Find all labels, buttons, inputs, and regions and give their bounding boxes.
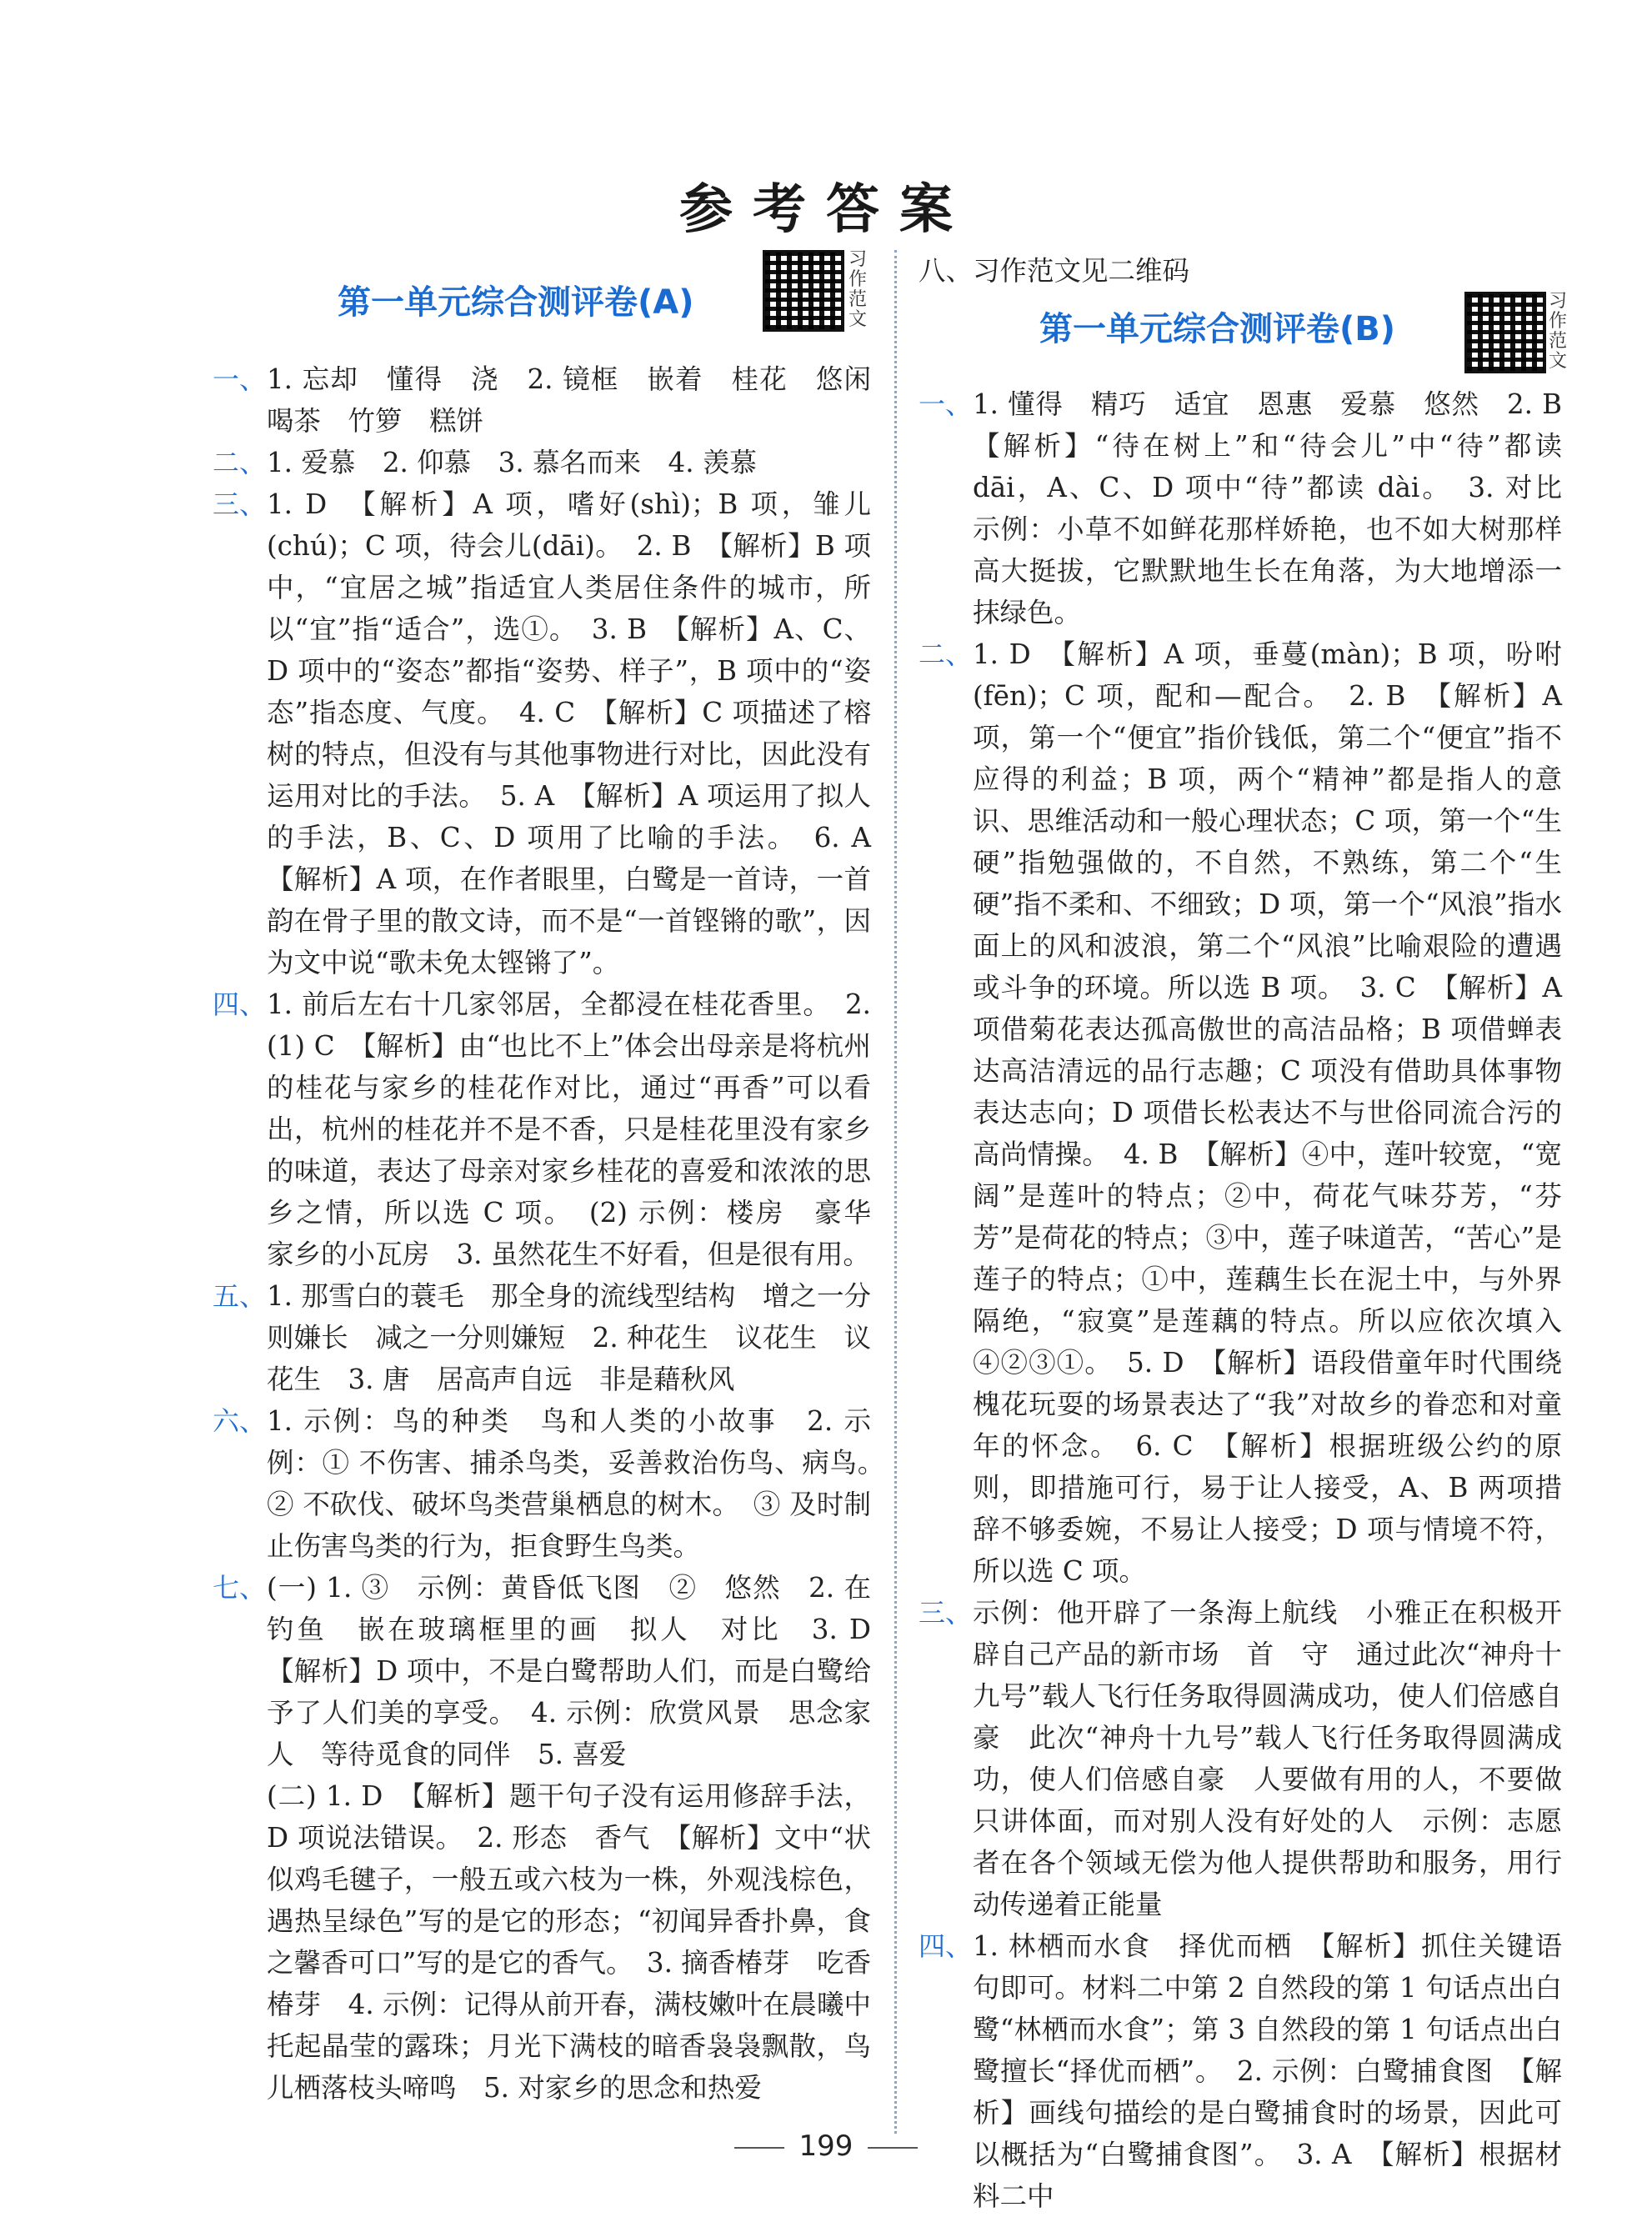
section-number: 四、 [919, 1930, 973, 1962]
answer-text: (二) 1. D 【解析】题干句子没有运用修辞手法，D 项说法错误。 2. 形态 香气 【解析】文中“状似鸡毛毽子，一般五或六枝为一株，外观浅棕色，遇热呈绿色”写的是它的形态；“初闻异香扑鼻，食之馨香可口”写的是它的香气。 3. 摘香椿芽 吃香椿芽 4. 示例：记得从前开春，满枝嫩叶在晨曦中托起晶莹的露珠；月光下满枝的暗香袅袅飘散，鸟儿栖落枝头啼鸣 5. 对家乡的思念和热爱 [267, 1780, 871, 2104]
page-title: 参考答案 [679, 178, 973, 241]
answer-block [213, 483, 899, 983]
answer-block [919, 1925, 1562, 2217]
answer-block [213, 1775, 871, 2109]
section-number: 二、 [213, 447, 267, 478]
section-number: 三、 [213, 488, 267, 520]
answer-text: 示例：他开辟了一条海上航线 小雅正在积极开辟自己产品的新市场 首 守 通过此次“神舟十九号”载人飞行任务取得圆满成功，使人们倍感自豪 此次“神舟十九号”载人飞行任务取得圆满成功，使人们倍感自豪 人要做有用的人，不要做只讲体面，而对别人没有好处的人 示例：志愿者在各个领域无偿为他人提供帮助和服务，用行动传递着正能量 [973, 1597, 1562, 1920]
qr-code-icon[interactable] [1464, 292, 1546, 373]
answer-text: 1. 林栖而水食 择优而栖 【解析】抓住关键语句即可。材料二中第 2 自然段的第 1 句话点出白鹭“林栖而水食”；第 3 自然段的第 1 句话点出白鹭擅长“择优而栖”。 2. 示例：白鹭捕食图 【解析】画线句描绘的是白鹭捕食时的场景，因此可以概括为“白鹭捕食图”。 3. A 【解析】根据材料二中 [973, 1930, 1562, 2212]
section-number: 五、 [213, 1280, 267, 1312]
page-number [0, 2129, 1652, 2163]
answer-block [919, 633, 1562, 1592]
section-number: 四、 [213, 988, 267, 1020]
qr-label: 习作范文 [849, 249, 868, 330]
answer-text: (一) 1. ③ 示例：黄昏低飞图 ② 悠然 2. 在钓鱼 嵌在玻璃框里的画 拟人 对比 3. D 【解析】D 项中，不是白鹭帮助人们，而是白鹭给予了人们美的享受。 4. 示例：欣赏风景 思念家人 等待觅食的同伴 5. 喜爱 [267, 1572, 899, 1770]
section-header-a [213, 250, 871, 358]
page-number-value: 199 [798, 2129, 854, 2163]
section-title-b: 第一单元综合测评卷(B) [1039, 310, 1396, 348]
answer-text: 1. 懂得 精巧 适宜 恩惠 爱慕 悠然 2. B 【解析】“待在树上”和“待会儿”中“待”都读 dāi，A、C、D 项中“待”都读 dài。 3. 对比 示例：小草不如鲜花那样娇艳，也不如大树那样高大挺拔，它默默地生长在角落，为大地增添一抹绿色。 [973, 388, 1589, 628]
right-column [919, 250, 1589, 2212]
answer-text: 1. D 【解析】A 项，垂蔓(màn)；B 项，吩咐(fēn)；C 项，配和—配合。 2. B 【解析】A 项，第一个“便宜”指价钱低，第二个“便宜”指不应得的利益；B 项，两个“精神”都是指人的意识、思维活动和一般心理状态；C 项，第一个“生硬”指勉强做的，不自然，不熟练，第二个“生硬”指不柔和、不细致；D 项，第一个“风浪”指水面上的风和波浪，第二个“风浪”比喻艰险的遭遇或斗争的环境。所以选 B 项。 3. C 【解析】A 项借菊花表达孤高傲世的高洁品格；B 项借蝉表达高洁清远的品行志趣；C 项没有借助具体事物表达志向；D 项借长松表达不与世俗同流合污的高尚情操。 4. B 【解析】④中，莲叶较宽，“宽阔”是莲叶的特点；②中，荷花气味芬芳，“芬芳”是荷花的特点；③中，莲子味道苦，“苦心”是莲子的特点；①中，莲藕生长在泥土中，与外界隔绝，“寂寞”是莲藕的特点。所以应依次填入④②③①。 5. D 【解析】语段借童年时代围绕槐花玩耍的场景表达了“我”对故乡的眷恋和对童年的怀念。 6. C 【解析】根据班级公约的原则，即措施可行，易于让人接受，A、B 两项措辞不够委婉，不易让人接受；D 项与情境不符，所以选 C 项。 [973, 638, 1562, 1587]
essay-note: 八、习作范文见二维码 [919, 255, 1190, 287]
answer-text: 1. 示例：鸟的种类 鸟和人类的小故事 2. 示例：① 不伤害、捕杀鸟类，妥善救治伤鸟、病鸟。 ② 不砍伐、破坏鸟类营巢栖息的树木。 ③ 及时制止伤害鸟类的行为，拒食野生鸟类。 [267, 1405, 899, 1562]
section-number: 一、 [213, 363, 267, 395]
section-number: 二、 [919, 638, 973, 670]
answer-text: 1. 忘却 懂得 浇 2. 镜框 嵌着 桂花 悠闲 喝茶 竹箩 糕饼 [267, 363, 899, 437]
section-number: 七、 [213, 1572, 267, 1604]
column-divider [894, 250, 897, 2134]
qr-code-icon[interactable] [763, 250, 844, 332]
answer-text: 1. 前后左右十几家邻居，全都浸在桂花香里。 2. (1) C 【解析】由“也比不上”体会出母亲是将杭州的桂花与家乡的桂花作对比，通过“再香”可以看出，杭州的桂花并不是不香，只是桂花里没有家乡的味道，表达了母亲对家乡桂花的喜爱和浓浓的思乡之情，所以选 C 项。 (2) 示例：楼房 豪华 家乡的小瓦房 3. 虽然花生不好看，但是很有用。 [267, 988, 899, 1270]
answer-text: 1. 爱慕 2. 仰慕 3. 慕名而来 4. 羡慕 [267, 447, 757, 478]
answer-block [213, 1275, 871, 1400]
section-number: 一、 [919, 388, 973, 420]
answer-block [213, 983, 899, 1275]
answer-block [213, 358, 899, 442]
section-header-b [919, 291, 1568, 383]
answer-block [213, 442, 871, 483]
page-number-dash [868, 2147, 918, 2149]
answer-text: 1. D 【解析】A 项，嗜好(shì)；B 项，雏儿(chú)；C 项，待会儿(dāi)。 2. B 【解析】B 项中，“宜居之城”指适宜人类居住条件的城市，所以“宜”指“适合”，选①。 3. B 【解析】A、C、D 项中的“姿态”都指“姿势、样子”，B 项中的“姿态”指态度、气度。 4. C 【解析】C 项描述了榕树的特点，但没有与其他事物进行对比，因此没有运用对比的手法。 5. A 【解析】A 项运用了拟人的手法，B、C、D 项用了比喻的手法。 6. A 【解析】A 项，在作者眼里，白鹭是一首诗，一首韵在骨子里的散文诗，而不是“一首铿锵的歌”，因为文中说“歌未免太铿锵了”。 [267, 488, 899, 978]
answer-block [213, 1567, 899, 1775]
section-number: 六、 [213, 1405, 267, 1437]
left-column [213, 249, 899, 2150]
answer-text: 1. 那雪白的蓑毛 那全身的流线型结构 增之一分则嫌长 减之一分则嫌短 2. 种花生 议花生 议花生 3. 唐 居高声自远 非是藉秋风 [267, 1280, 871, 1395]
page-number-dash [734, 2147, 784, 2149]
answer-block [213, 1400, 899, 1567]
answer-block [919, 1592, 1562, 1925]
section-number: 三、 [919, 1597, 973, 1629]
qr-label: 习作范文 [1549, 291, 1568, 372]
answer-block [919, 383, 1589, 633]
section-title-a: 第一单元综合测评卷(A) [338, 283, 694, 322]
